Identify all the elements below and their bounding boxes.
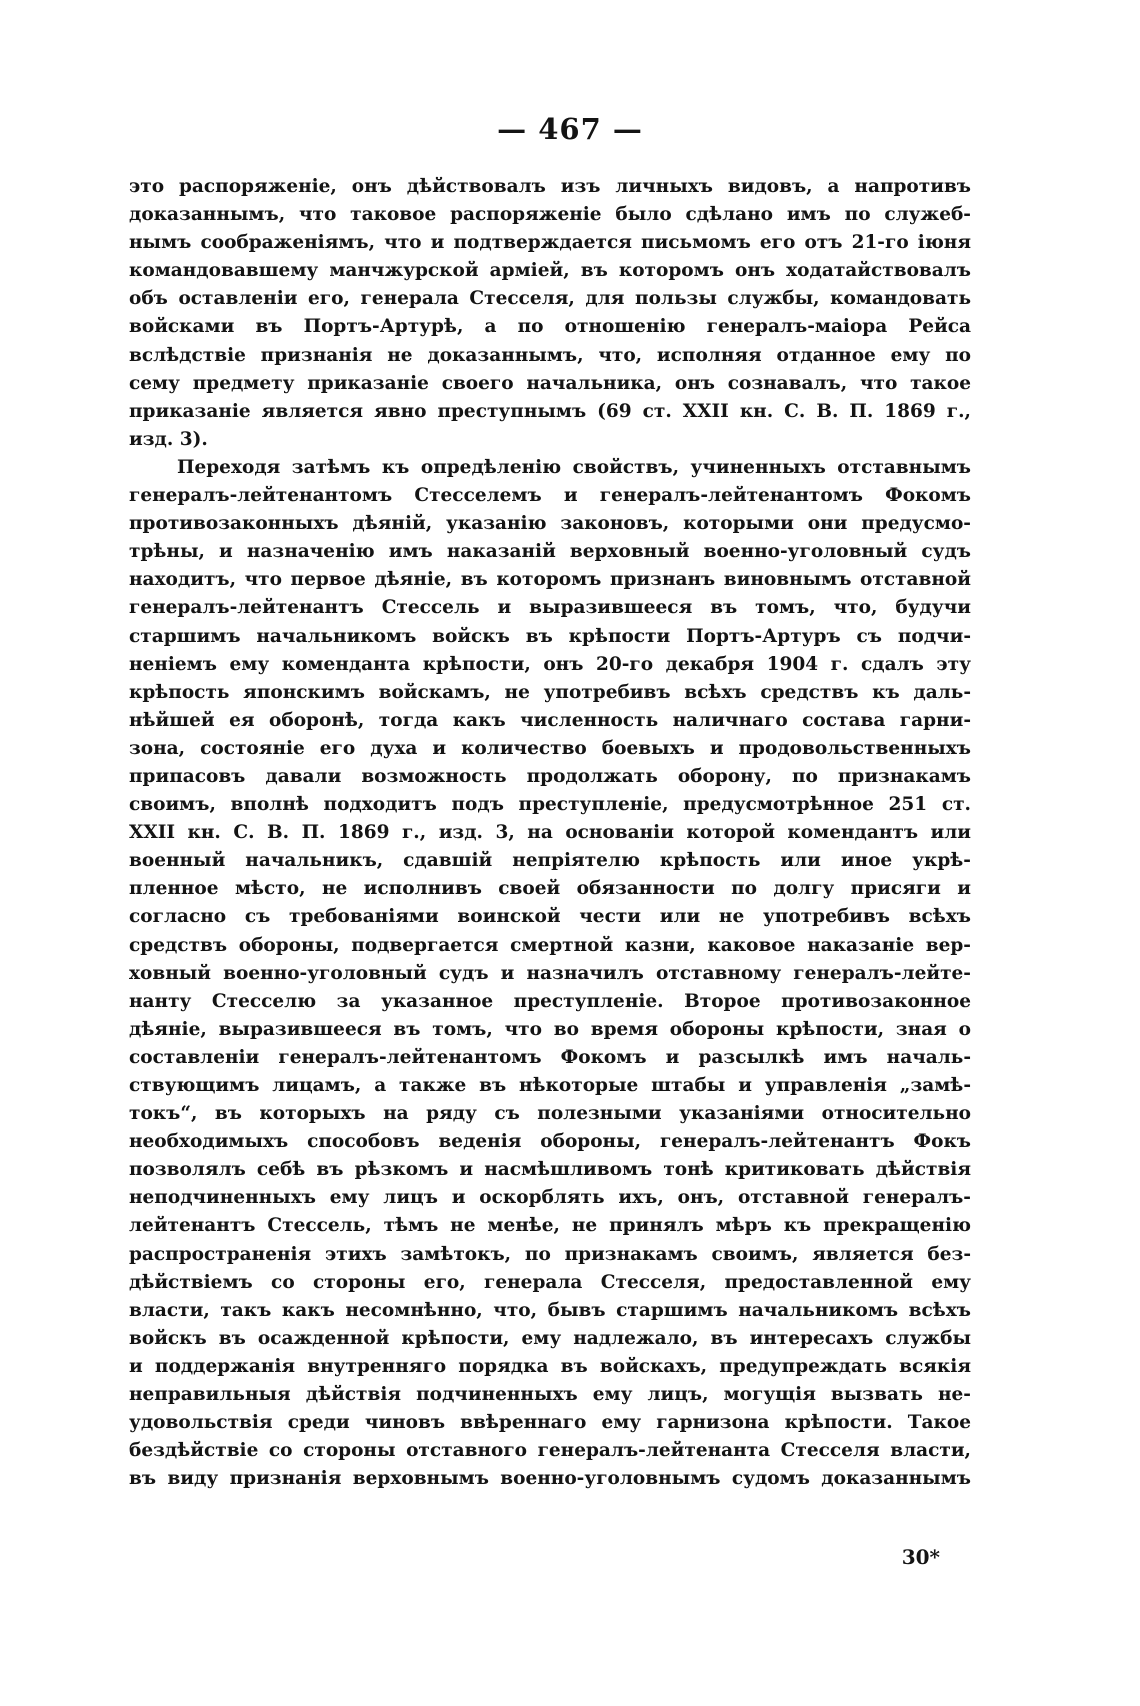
text-line: XXII кн. С. В. П. 1869 г., изд. 3, на основаніи которой комендантъ или — [129, 822, 971, 844]
text-line: нымъ соображеніямъ, что и подтверждается письмомъ его отъ 21-го іюня — [129, 232, 971, 254]
text-line: дѣйствіемъ со стороны его, генерала Стесселя, предоставленной ему — [129, 1271, 971, 1293]
text-line: объ оставленіи его, генерала Стесселя, для пользы службы, командовать — [129, 288, 971, 310]
text-line: составленіи генералъ-лейтенантомъ Фокомъ и разсылкѣ имъ началь- — [129, 1046, 971, 1068]
text-line: командовавшему манчжурской арміей, въ которомъ онъ ходатайствовалъ — [129, 260, 971, 282]
text-line: неніемъ ему коменданта крѣпости, онъ 20-го декабря 1904 г. сдалъ эту — [129, 653, 971, 675]
text-line: войскъ въ осажденной крѣпости, ему надлежало, въ интересахъ службы — [129, 1327, 971, 1349]
text-line: пленное мѣсто, не исполнивъ своей обязанности по долгу присяги и — [129, 878, 971, 900]
text-line: дѣяніе, выразившееся въ томъ, что во время обороны крѣпости, зная о — [129, 1018, 971, 1040]
text-line: изд. 3). — [129, 428, 208, 450]
text-line: согласно съ требованіями воинской чести или не употребивъ всѣхъ — [129, 906, 971, 928]
text-line: доказаннымъ, что таковое распоряженіе было сдѣлано имъ по служеб- — [129, 204, 971, 226]
text-line: лейтенантъ Стессель, тѣмъ не менѣе, не принялъ мѣръ къ прекращенію — [129, 1215, 971, 1237]
text-line: средствъ обороны, подвергается смертной казни, каковое наказаніе вер- — [129, 934, 971, 956]
text-line: крѣпость японскимъ войскамъ, не употребивъ всѣхъ средствъ къ даль- — [129, 681, 971, 703]
text-line: припасовъ давали возможность продолжать оборону, по признакамъ — [129, 765, 971, 787]
signature-mark: 30* — [901, 1545, 940, 1569]
text-line: приказаніе является явно преступнымъ (69 ст. XXII кн. С. В. П. 1869 г., — [129, 400, 971, 422]
text-line: неправильныя дѣйствія подчиненныхъ ему лицъ, могущія вызвать не- — [129, 1384, 971, 1406]
text-line: старшимъ начальникомъ войскъ въ крѣпости Портъ-Артуръ съ подчи- — [129, 625, 971, 647]
text-line: трѣны, и назначенію имъ наказаній верховный военно-уголовный судъ — [129, 541, 971, 563]
text-line: власти, такъ какъ несомнѣнно, что, бывъ старшимъ начальникомъ всѣхъ — [129, 1299, 971, 1321]
text-line: войсками въ Портъ-Артурѣ, а по отношенію генералъ-маіора Рейса — [129, 316, 971, 338]
text-line: это распоряженіе, онъ дѣйствовалъ изъ личныхъ видовъ, а напротивъ — [129, 176, 971, 197]
page-number: — 467 — — [497, 112, 643, 146]
text-line: токъ“, въ которыхъ на ряду съ полезными указаніями относительно — [129, 1103, 971, 1125]
text-line: противозаконныхъ дѣяній, указанію законовъ, которыми они предусмо- — [129, 513, 971, 535]
text-line: ствующимъ лицамъ, а также въ нѣкоторые штабы и управленія „замѣ- — [129, 1075, 971, 1096]
text-line: и поддержанія внутренняго порядка въ войскахъ, предупреждать всякія — [129, 1355, 971, 1377]
text-line: вслѣдствіе признанія не доказаннымъ, что, исполняя отданное ему по — [129, 344, 971, 366]
text-line: сему предмету приказаніе своего начальника, онъ сознавалъ, что такое — [129, 372, 971, 394]
text-line: своимъ, вполнѣ подходитъ подъ преступленіе, предусмотрѣнное 251 ст. — [129, 794, 971, 816]
text-line: Переходя затѣмъ къ опредѣленію свойствъ, учиненныхъ отставнымъ — [177, 456, 971, 478]
text-line: распространенія этихъ замѣтокъ, по признакамъ своимъ, является без- — [129, 1243, 971, 1265]
text-line: нѣйшей ея оборонѣ, тогда какъ численность наличнаго состава гарни- — [129, 709, 971, 731]
text-line: военный начальникъ, сдавшій непріятелю крѣпость или иное укрѣ- — [129, 850, 971, 872]
text-line: въ виду признанія верховнымъ военно-уголовнымъ судомъ доказаннымъ — [129, 1468, 971, 1490]
text-line: находитъ, что первое дѣяніе, въ которомъ признанъ виновнымъ отставной — [129, 569, 971, 591]
text-line: необходимыхъ способовъ веденія обороны, генералъ-лейтенантъ Фокъ — [129, 1131, 971, 1153]
text-line: удовольствія среди чиновъ ввѣреннаго ему гарнизона крѣпости. Такое — [129, 1412, 971, 1434]
text-line: позволялъ себѣ въ рѣзкомъ и насмѣшливомъ тонѣ критиковать дѣйствія — [129, 1159, 971, 1181]
text-line: бездѣйствіе со стороны отставного генералъ-лейтенанта Стесселя власти, — [129, 1440, 971, 1462]
text-line: генералъ-лейтенантъ Стессель и выразившееся въ томъ, что, будучи — [129, 597, 971, 619]
text-line: нанту Стесселю за указанное преступленіе. Второе противозаконное — [129, 990, 971, 1012]
text-line: генералъ-лейтенантомъ Стесселемъ и генералъ-лейтенантомъ Фокомъ — [129, 485, 971, 507]
body-text — [129, 173, 971, 1493]
text-line: ховный военно-уголовный судъ и назначилъ отставному генералъ-лейте- — [129, 962, 971, 984]
text-line: зона, состояніе его духа и количество боевыхъ и продовольственныхъ — [129, 737, 971, 759]
text-line: неподчиненныхъ ему лицъ и оскорблять ихъ, онъ, отставной генералъ- — [129, 1187, 971, 1209]
